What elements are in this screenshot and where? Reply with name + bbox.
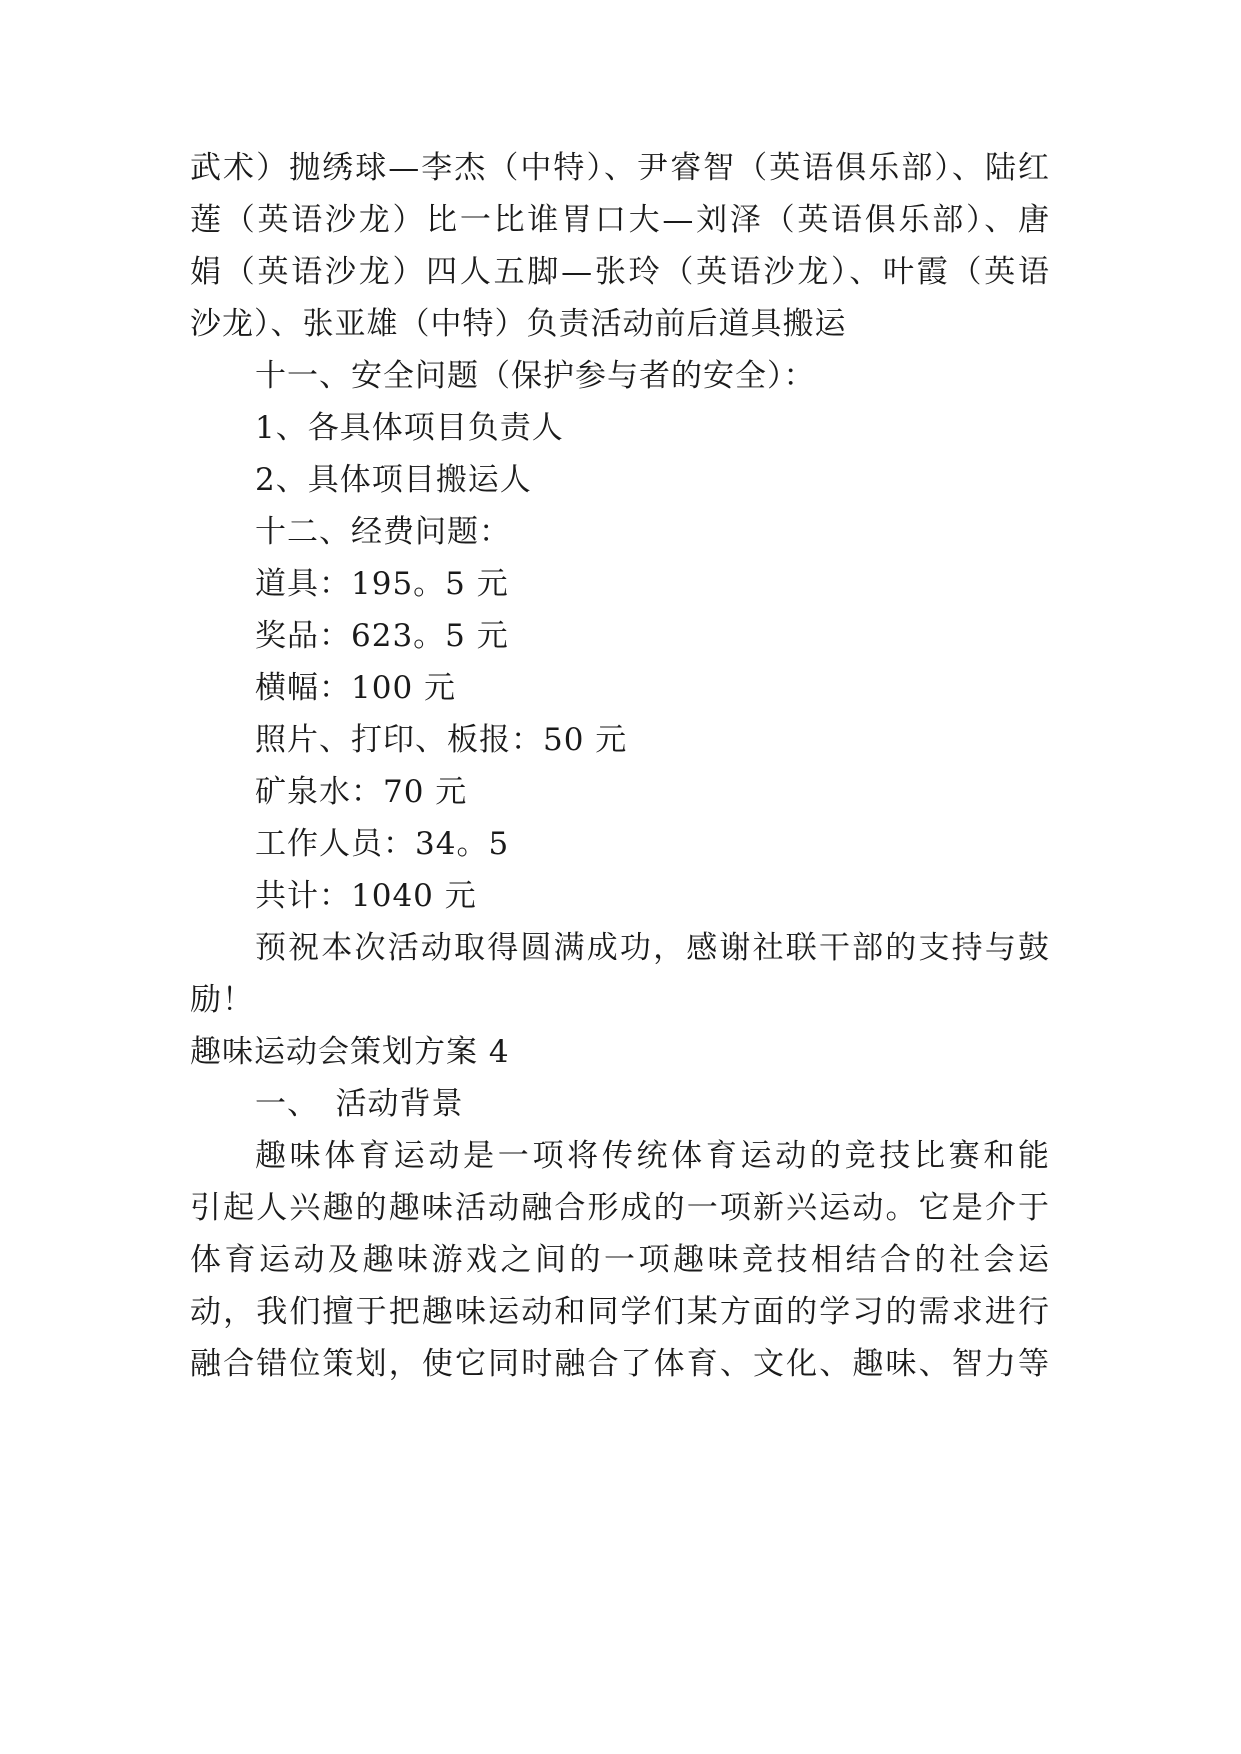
budget-item: 工作人员：34。5 [255, 826, 510, 862]
paragraph-line: 娟（英语沙龙）四人五脚—张玲（英语沙龙）、叶霞（英语 [190, 254, 1050, 290]
budget-item: 照片、打印、板报：50 元 [255, 722, 628, 758]
section-heading: 十一、安全问题（保护参与者的安全）： [255, 358, 816, 394]
budget-total: 共计：1040 元 [255, 878, 477, 914]
budget-item: 横幅：100 元 [255, 670, 457, 706]
budget-item: 矿泉水：70 元 [255, 774, 468, 810]
budget-item: 道具：195。5 元 [255, 566, 509, 602]
paragraph-line: 体育运动及趣味游戏之间的一项趣味竞技相结合的社会运 [190, 1242, 1050, 1278]
document-title: 趣味运动会策划方案 4 [190, 1034, 510, 1070]
paragraph-line: 融合错位策划，使它同时融合了体育、文化、趣味、智力等 [190, 1346, 1050, 1382]
budget-item: 奖品：623。5 元 [255, 618, 509, 654]
paragraph-line: 引起人兴趣的趣味活动融合形成的一项新兴运动。它是介于 [190, 1190, 1050, 1226]
paragraph-line: 动，我们擅于把趣味运动和同学们某方面的学习的需求进行 [190, 1294, 1050, 1330]
paragraph-line: 预祝本次活动取得圆满成功，感谢社联干部的支持与鼓 [255, 930, 1050, 966]
section-heading: 十二、经费问题： [255, 514, 511, 550]
paragraph-line: 沙龙）、张亚雄（中特）负责活动前后道具搬运 [190, 306, 847, 342]
paragraph-line: 武术）抛绣球—李杰（中特）、尹睿智（英语俱乐部）、陆红 [190, 150, 1050, 186]
paragraph-line: 趣味体育运动是一项将传统体育运动的竞技比赛和能 [255, 1138, 1050, 1174]
paragraph-line: 莲（英语沙龙）比一比谁胃口大—刘泽（英语俱乐部）、唐 [190, 202, 1050, 238]
list-item: 1、各具体项目负责人 [255, 410, 564, 446]
list-item: 2、具体项目搬运人 [255, 462, 532, 498]
paragraph-line: 励！ [190, 982, 254, 1018]
section-heading: 一、 活动背景 [255, 1086, 464, 1122]
